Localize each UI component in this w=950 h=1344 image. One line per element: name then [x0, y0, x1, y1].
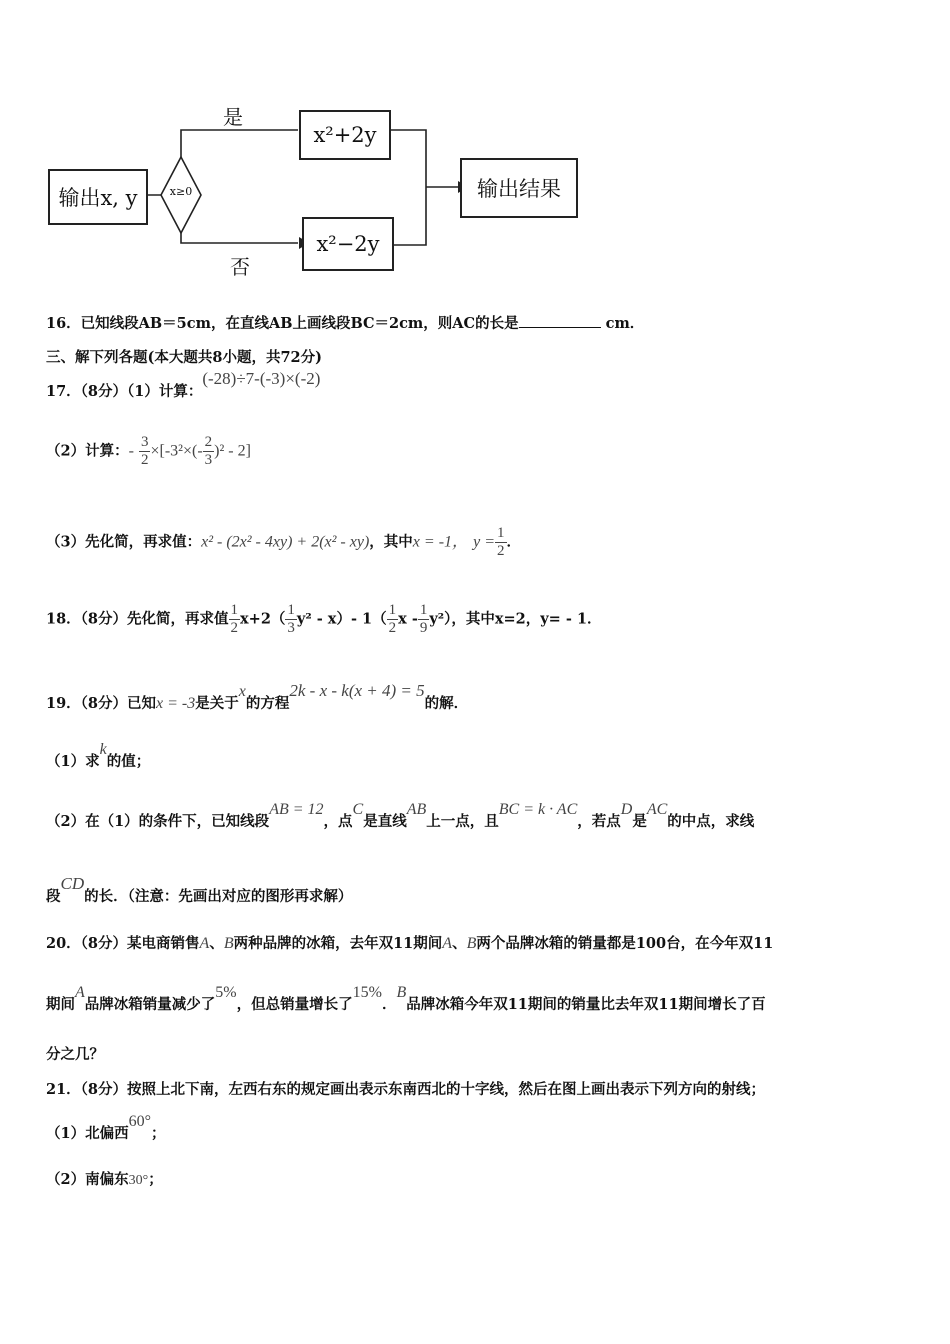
- q19-p2-j: 的长．（注意：先画出对应的图形再求解）: [84, 888, 353, 905]
- q19-p2-f: ，若点: [577, 813, 621, 830]
- q17-p3-end: ．: [506, 533, 521, 551]
- question-19-part-1: [46, 741, 151, 771]
- question-21-part-1: [46, 1113, 166, 1143]
- q19-p1-end: 的值；: [106, 753, 151, 770]
- q18-label: 18．（8分）先化简，再求值: [46, 610, 229, 628]
- q20-l2e: 品牌冰箱今年双11期间的销量比去年双11期间增长了百: [406, 996, 766, 1013]
- question-17-part-3: [46, 525, 521, 560]
- q20-percent-5: 5%: [215, 984, 237, 1001]
- q20-l2b: 品牌冰箱销量减少了: [84, 996, 216, 1013]
- q20-l2a: 期间: [46, 996, 75, 1013]
- q18-seg-4: y²），其中x=2，y= - 1．: [429, 610, 602, 628]
- q19-p2-d-point: D: [620, 801, 633, 818]
- flow-input-label: 输出x, y: [58, 186, 138, 210]
- q20-l2d: ．: [381, 996, 397, 1013]
- question-17-part-1: [46, 369, 321, 401]
- q18-frac-1: $\frac{1}{2}$: [230, 602, 239, 636]
- q20-b3: B: [396, 984, 407, 1001]
- q17-p3-expr: x² - (2x² - 4xy) + 2(x² - xy): [201, 533, 370, 551]
- q20-a3: A: [75, 984, 85, 1001]
- q17-p2-mid: ×[-3²×(-: [150, 442, 203, 460]
- question-17-part-2: [46, 434, 251, 469]
- flow-yes-label: 是: [223, 105, 243, 129]
- q20-l1d: 两个品牌冰箱的销量都是100台，在今年双11: [476, 935, 774, 952]
- q16-unit: cm．: [605, 315, 645, 332]
- q19-p2-ac: AC: [646, 801, 668, 818]
- q17-p1-expr: (-28)÷7-(-3)×(-2): [202, 369, 321, 388]
- q19-end: 的解．: [424, 695, 469, 712]
- q19-p2-e: 上一点，且: [426, 813, 499, 830]
- q19-label: 19．（8分）已知: [46, 695, 157, 712]
- flow-output-label: 输出结果: [477, 177, 561, 201]
- q16-text: 16．已知线段AB＝5cm，在直线AB上画线段BC＝2cm，则AC的长是: [46, 315, 519, 332]
- q20-b2: B: [466, 935, 477, 952]
- q20-l1b2: 、: [452, 935, 467, 952]
- q17-p2-label: （2）计算：: [46, 442, 129, 460]
- q21-p2-end: ；: [148, 1171, 163, 1188]
- question-20-line-2: [46, 984, 766, 1014]
- q19-p2-ab2: AB: [406, 801, 427, 818]
- question-21-part-2: [46, 1168, 163, 1189]
- q21-p1-label: （1）北偏西: [46, 1125, 129, 1142]
- q20-b: B: [223, 935, 234, 952]
- question-18: [46, 602, 602, 637]
- q19-p2-i: 段: [46, 888, 61, 905]
- flow-yes-expr: x²+2y: [313, 123, 377, 147]
- q19-mid: 是关于: [195, 695, 239, 712]
- section-3-heading: 三、解下列各题(本大题共8小题，共72分): [46, 349, 322, 366]
- q19-p2-h: 的中点，求线: [667, 813, 755, 830]
- q18-seg-2: y² - x）- 1（: [296, 610, 387, 628]
- question-16: [46, 312, 644, 333]
- q17-p1-label: 17．（8分）（1）计算：: [46, 383, 203, 400]
- q19-p2-cd: CD: [60, 874, 85, 893]
- question-19-part-2-cont: [46, 874, 353, 906]
- flow-no-box: [302, 217, 394, 271]
- q19-mid2: 的方程: [245, 695, 290, 712]
- question-20-line-3: 分之几？: [46, 1046, 104, 1063]
- q19-equation: 2k - x - k(x + 4) = 5: [289, 681, 425, 700]
- q21-p2-label: （2）南偏东: [46, 1171, 129, 1188]
- q18-seg-3: x -: [398, 610, 418, 628]
- q19-p2-g: 是: [632, 813, 647, 830]
- q19-p2-d: 是直线: [363, 813, 407, 830]
- q19-p2-c: C: [352, 801, 364, 818]
- q18-frac-2: $\frac{1}{3}$: [287, 602, 295, 636]
- question-19-part-2: [46, 801, 755, 831]
- q17-p2-frac-1: $\frac{3}{2}$: [140, 434, 149, 468]
- flow-condition: x≥0: [169, 185, 193, 198]
- q17-p2-minus: -: [128, 442, 134, 460]
- flow-input-box: [48, 169, 148, 225]
- q19-p2-a: （2）在（1）的条件下，已知线段: [46, 813, 270, 830]
- flow-yes-box: [299, 110, 391, 160]
- q19-p1-label: （1）求: [46, 753, 100, 770]
- question-21: 21．（8分）按照上北下南，左西右东的规定画出表示东南西北的十字线，然后在图上画出表示下列方向的射线；: [46, 1081, 766, 1098]
- q19-x: x: [238, 683, 246, 700]
- q17-p3-label: （3）先化简，再求值：: [46, 533, 202, 551]
- flow-output-box: [460, 158, 578, 218]
- q21-p1-end: ；: [151, 1125, 166, 1142]
- q20-a2: A: [442, 935, 453, 952]
- q20-l2c: ，但总销量增长了: [236, 996, 353, 1013]
- q21-p1-degree: 60°: [128, 1113, 151, 1130]
- q18-seg-1: x+2（: [240, 610, 286, 628]
- q17-p3-y-frac: $\frac{1}{2}$: [497, 525, 505, 559]
- question-20-line-1: [46, 932, 773, 953]
- flowchart: [40, 95, 600, 285]
- q17-p2-post: )² - 2]: [214, 442, 251, 460]
- q20-l1c: 两种品牌的冰箱，去年双11期间: [233, 935, 443, 952]
- q19-x-value: x = -3: [156, 695, 196, 712]
- q18-frac-3: $\frac{1}{2}$: [388, 602, 397, 636]
- q19-p1-k: k: [99, 741, 107, 758]
- q20-l1a: 20．（8分）某电商销售: [46, 935, 200, 952]
- q18-frac-4: $\frac{1}{9}$: [419, 602, 428, 636]
- q17-p3-x: x = -1，: [412, 533, 469, 551]
- flow-no-expr: x²−2y: [316, 232, 380, 256]
- q19-p2-ab: AB = 12: [269, 801, 324, 818]
- q17-p2-frac-2: $\frac{2}{3}$: [204, 434, 213, 468]
- q17-p3-y: y =: [473, 533, 495, 551]
- q16-answer-blank: [519, 314, 601, 328]
- flow-no-label: 否: [230, 255, 250, 279]
- question-19: [46, 681, 469, 713]
- q17-p3-where: ，其中: [369, 533, 413, 551]
- q19-p2-bc: BC = k · AC: [498, 801, 578, 818]
- q20-percent-15: 15%: [352, 984, 382, 1001]
- q20-l1b: 、: [209, 935, 224, 952]
- q21-p2-degree: 30°: [128, 1173, 149, 1188]
- q20-a: A: [199, 935, 210, 952]
- q19-p2-b: ，点: [323, 813, 353, 830]
